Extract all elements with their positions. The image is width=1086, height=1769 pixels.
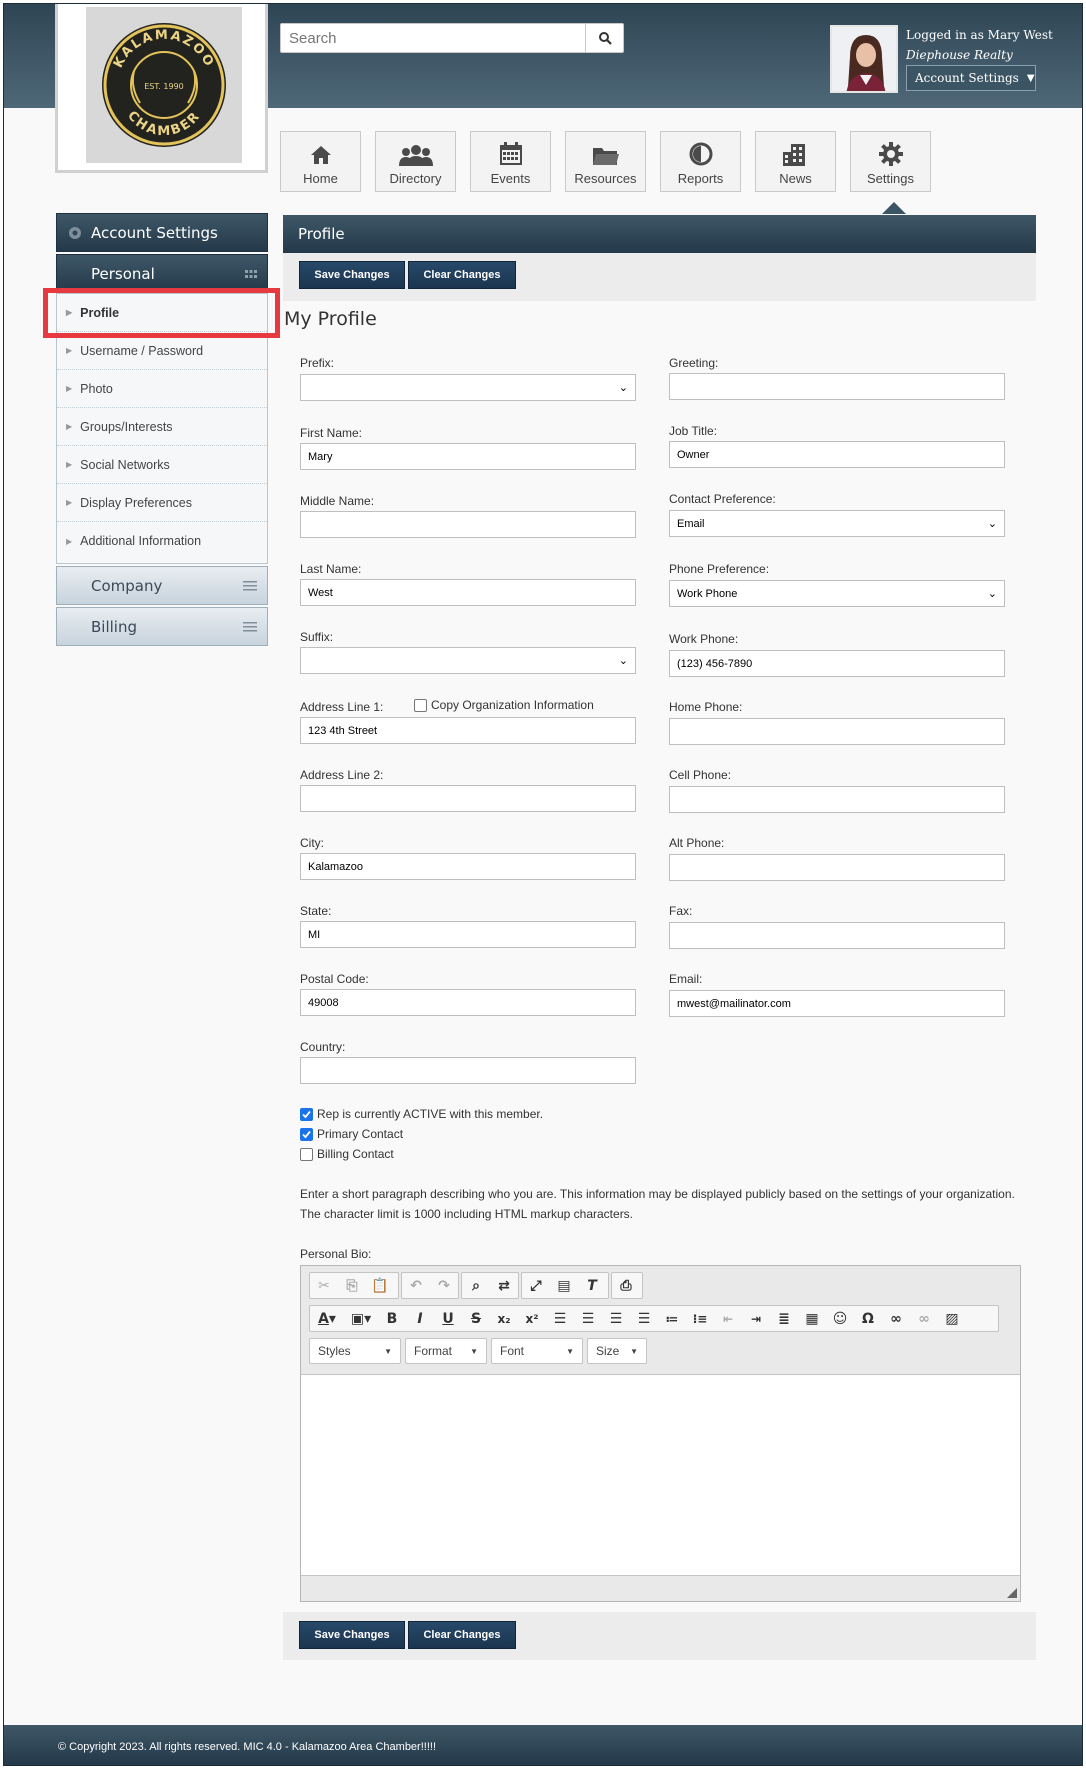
last-name-field[interactable]: West xyxy=(300,579,636,606)
maximize-icon[interactable]: ⤢ xyxy=(530,1277,542,1294)
nav-label: Events xyxy=(490,171,531,186)
search-button[interactable] xyxy=(585,24,623,52)
state-label: State: xyxy=(300,904,332,918)
find-group xyxy=(461,1272,519,1299)
text-color-icon[interactable]: A ▾ xyxy=(318,1310,336,1327)
home-icon xyxy=(309,144,333,166)
folder-icon xyxy=(593,146,619,166)
sidebar-item-label: Display Preferences xyxy=(80,495,193,510)
section-label: Personal xyxy=(91,265,155,283)
superscript-icon[interactable]: x² xyxy=(525,1311,539,1326)
primary-contact-checkbox[interactable] xyxy=(300,1127,403,1141)
sidebar-title: Account Settings xyxy=(91,224,218,242)
copy-icon[interactable]: ⎘ xyxy=(346,1277,358,1294)
directory-icon xyxy=(399,144,433,166)
checkbox-icon xyxy=(300,1148,313,1161)
work-phone-field[interactable]: (123) 456-7890 xyxy=(669,650,1005,677)
bio-editor xyxy=(300,1265,1021,1602)
billing-contact-checkbox[interactable] xyxy=(300,1147,394,1161)
address1-label: Address Line 1: xyxy=(300,700,384,714)
image-icon[interactable]: ▨ xyxy=(945,1310,959,1327)
search-box xyxy=(280,23,624,53)
search-icon xyxy=(598,31,612,45)
bold-icon[interactable]: B xyxy=(386,1310,398,1327)
first-name-label: First Name: xyxy=(300,426,363,440)
chevron-down-icon: ⌄ xyxy=(987,518,997,530)
city-field[interactable]: Kalamazoo xyxy=(300,853,636,880)
suffix-label: Suffix: xyxy=(300,630,334,644)
fax-field[interactable] xyxy=(669,922,1005,949)
email-label: Email: xyxy=(669,972,703,986)
work-phone-label: Work Phone: xyxy=(669,632,739,646)
nav-label: Home xyxy=(303,171,338,186)
italic-icon[interactable]: I xyxy=(417,1310,423,1327)
pie-chart-icon xyxy=(689,142,713,166)
logo-container xyxy=(55,3,268,173)
sidebar-item-label: Social Networks xyxy=(80,457,170,472)
sidebar-section-billing[interactable] xyxy=(56,607,268,646)
nav-events[interactable] xyxy=(470,131,551,192)
nav-reports[interactable] xyxy=(660,131,741,192)
nav-label: News xyxy=(779,171,812,186)
cut-icon[interactable]: ✂ xyxy=(318,1277,330,1294)
panel-header: Profile xyxy=(283,215,1036,253)
combo-label: Styles xyxy=(318,1344,351,1358)
page-frame xyxy=(3,3,1083,1766)
sidebar-item-display-preferences[interactable] xyxy=(57,484,267,522)
bio-help-text-2: The character limit is 1000 including HTML markup characters. xyxy=(300,1207,634,1221)
print-icon[interactable]: ⎙ xyxy=(620,1277,632,1294)
sidebar-item-label: Profile xyxy=(80,305,120,320)
special-char-icon[interactable]: Ω xyxy=(862,1310,874,1327)
bio-textarea[interactable] xyxy=(301,1374,1020,1576)
subscript-icon[interactable]: x₂ xyxy=(497,1311,511,1326)
bio-help-text-1: Enter a short paragraph describing who you are. This information may be displayed publicly based on the settings of your organization. xyxy=(300,1187,1015,1201)
align-right-icon[interactable]: ☰ xyxy=(609,1310,623,1327)
search-input[interactable] xyxy=(281,24,584,52)
city-label: City: xyxy=(300,836,324,850)
user-photo-icon xyxy=(832,27,898,93)
nav-label: Resources xyxy=(574,171,637,186)
greeting-field[interactable] xyxy=(669,373,1005,400)
copy-org-label: Copy Organization Information xyxy=(431,698,594,712)
arrow-right-icon: ▶ xyxy=(66,346,73,355)
phone-pref-label: Phone Preference: xyxy=(669,562,770,576)
chamber-logo[interactable] xyxy=(86,7,242,163)
sidebar-item-additional-information[interactable] xyxy=(57,522,267,560)
checkbox-label: Rep is currently ACTIVE with this member. xyxy=(317,1107,544,1121)
svg-text:CHAMBER: CHAMBER xyxy=(124,108,204,140)
remove-format-icon[interactable]: T xyxy=(587,1277,597,1294)
address1-field[interactable]: 123 4th Street xyxy=(300,717,636,744)
show-blocks-icon[interactable]: ▤ xyxy=(557,1277,571,1294)
alt-phone-field[interactable] xyxy=(669,854,1005,881)
nav-label: Settings xyxy=(867,171,914,186)
dropdown-caret-icon: ▼ xyxy=(630,1346,638,1356)
prefix-select[interactable] xyxy=(300,374,636,401)
save-button-top[interactable]: Save Changes xyxy=(299,261,405,289)
format-combo[interactable] xyxy=(405,1338,487,1364)
horizontal-rule-icon[interactable]: ≣ xyxy=(778,1310,790,1327)
strikethrough-icon[interactable]: S xyxy=(470,1310,482,1327)
bullet-list-icon[interactable]: ⁝≡ xyxy=(692,1311,708,1326)
logged-in-text: Logged in as Mary West xyxy=(906,28,1053,42)
checkbox-checked-icon xyxy=(300,1128,313,1141)
arrow-right-icon: ▶ xyxy=(66,536,73,546)
state-field[interactable]: MI xyxy=(300,921,636,948)
avatar[interactable] xyxy=(830,25,898,93)
clear-button-top[interactable]: Clear Changes xyxy=(408,261,516,289)
chevron-down-icon: ⌄ xyxy=(618,655,628,667)
smiley-icon[interactable]: ☺ xyxy=(832,1310,848,1327)
nav-label: Directory xyxy=(389,171,442,186)
chevron-down-icon: ⌄ xyxy=(987,588,997,600)
footer: © Copyright 2023. All rights reserved. MIC 4.0 - Kalamazoo Area Chamber!!!!! xyxy=(4,1725,1082,1765)
gear-icon xyxy=(879,142,903,166)
dropdown-caret-icon: ▼ xyxy=(1026,72,1035,84)
view-group xyxy=(521,1272,609,1299)
cell-phone-field[interactable] xyxy=(669,786,1005,813)
combo-label: Size xyxy=(596,1344,620,1358)
alt-phone-label: Alt Phone: xyxy=(669,836,725,850)
fax-label: Fax: xyxy=(669,904,693,918)
align-center-icon[interactable]: ☰ xyxy=(581,1310,595,1327)
job-title-field[interactable]: Owner xyxy=(669,441,1005,468)
resize-handle-icon[interactable] xyxy=(1007,1588,1017,1598)
active-rep-checkbox[interactable] xyxy=(300,1107,543,1121)
combo-label: Format xyxy=(414,1344,453,1358)
company-name: Diephouse Realty xyxy=(906,48,1013,62)
redo-icon[interactable]: ↷ xyxy=(438,1277,450,1294)
checkbox-icon xyxy=(414,699,427,712)
sidebar-item-label: Username / Password xyxy=(80,343,204,358)
arrow-right-icon: ▶ xyxy=(66,498,73,507)
link-icon[interactable]: ∞ xyxy=(890,1310,902,1327)
checkbox-checked-icon xyxy=(300,1108,313,1121)
account-settings-button[interactable] xyxy=(906,65,1036,91)
nav-news[interactable] xyxy=(755,131,836,192)
nav-home[interactable] xyxy=(280,131,361,192)
first-name-field[interactable]: Mary xyxy=(300,443,636,470)
greeting-label: Greeting: xyxy=(669,356,719,370)
unlink-icon[interactable]: ∞ xyxy=(918,1310,930,1327)
home-phone-label: Home Phone: xyxy=(669,700,743,714)
address2-label: Address Line 2: xyxy=(300,768,384,782)
postal-field[interactable]: 49008 xyxy=(300,989,636,1016)
address2-field[interactable] xyxy=(300,785,636,812)
calendar-icon xyxy=(499,142,523,166)
contact-pref-value: Email xyxy=(677,517,705,530)
svg-text:EST. 1990: EST. 1990 xyxy=(144,82,184,91)
outdent-icon[interactable]: ⇤ xyxy=(722,1311,734,1326)
checkbox-label: Primary Contact xyxy=(317,1127,404,1141)
form-title: My Profile xyxy=(284,308,377,330)
dropdown-caret-icon: ▼ xyxy=(566,1346,574,1356)
font-combo[interactable] xyxy=(491,1338,583,1364)
suffix-select[interactable] xyxy=(300,647,636,674)
sidebar-item-photo[interactable] xyxy=(57,370,267,408)
postal-label: Postal Code: xyxy=(300,972,369,986)
clear-button-bottom[interactable]: Clear Changes xyxy=(408,1621,516,1649)
checkbox-label: Billing Contact xyxy=(317,1147,394,1161)
find-icon[interactable]: ⌕ xyxy=(472,1277,480,1294)
nav-label: Reports xyxy=(677,171,724,186)
save-button-bottom[interactable]: Save Changes xyxy=(299,1621,405,1649)
dropdown-caret-icon: ▼ xyxy=(470,1346,478,1356)
size-combo[interactable] xyxy=(587,1338,647,1364)
menu-icon xyxy=(243,581,257,591)
styles-combo[interactable] xyxy=(309,1338,401,1364)
building-icon xyxy=(783,144,809,166)
combo-label: Font xyxy=(500,1344,525,1358)
sidebar-item-social-networks[interactable] xyxy=(57,446,267,484)
table-icon[interactable]: ▦ xyxy=(805,1310,819,1327)
underline-icon[interactable]: U xyxy=(442,1310,454,1327)
country-field[interactable] xyxy=(300,1057,636,1084)
home-phone-field[interactable] xyxy=(669,718,1005,745)
phone-pref-select[interactable] xyxy=(669,580,1005,607)
logo-background xyxy=(86,7,242,163)
last-name-label: Last Name: xyxy=(300,562,362,576)
active-tab-pointer xyxy=(882,202,906,214)
middle-name-label: Middle Name: xyxy=(300,494,375,508)
prefix-label: Prefix: xyxy=(300,356,335,370)
cell-phone-label: Cell Phone: xyxy=(669,768,732,782)
undo-icon[interactable]: ↶ xyxy=(410,1277,422,1294)
contact-pref-label: Contact Preference: xyxy=(669,492,776,506)
bg-color-icon[interactable]: ▣▾ xyxy=(350,1310,372,1327)
clipboard-group xyxy=(309,1272,399,1299)
bio-label: Personal Bio: xyxy=(300,1247,372,1261)
grid-icon xyxy=(245,270,257,278)
sidebar-item-label: Photo xyxy=(80,381,113,396)
contact-pref-select[interactable] xyxy=(669,510,1005,537)
dropdown-caret-icon: ▼ xyxy=(384,1346,392,1356)
justify-icon[interactable]: ☰ xyxy=(637,1310,651,1327)
sidebar-item-label: Groups/Interests xyxy=(80,419,173,434)
section-label: Billing xyxy=(91,618,137,636)
indent-icon[interactable]: ⇥ xyxy=(750,1311,762,1326)
print-group xyxy=(611,1272,643,1299)
phone-pref-value: Work Phone xyxy=(677,587,738,600)
sidebar-header[interactable] xyxy=(56,213,268,252)
format-toolbar xyxy=(309,1305,999,1332)
account-settings-label: Account Settings xyxy=(915,71,1019,85)
chevron-down-icon: ⌄ xyxy=(618,382,628,394)
arrow-right-icon: ▶ xyxy=(66,308,73,317)
nav-settings[interactable] xyxy=(850,131,931,192)
gear-icon xyxy=(68,226,82,240)
arrow-right-icon: ▶ xyxy=(66,460,73,469)
country-label: Country: xyxy=(300,1040,346,1054)
copy-org-checkbox[interactable] xyxy=(414,698,594,712)
numbered-list-icon[interactable]: ≔ xyxy=(665,1311,679,1326)
middle-name-field[interactable] xyxy=(300,511,636,538)
sidebar-item-label: Additional Information xyxy=(80,534,202,548)
undo-group xyxy=(401,1272,459,1299)
section-label: Company xyxy=(91,577,163,595)
paste-icon[interactable]: 📋 xyxy=(371,1277,389,1294)
nav-directory[interactable] xyxy=(375,131,456,192)
job-title-label: Job Title: xyxy=(669,424,718,438)
email-field[interactable]: mwest@mailinator.com xyxy=(669,990,1005,1017)
svg-text:KALAMAZOO: KALAMAZOO xyxy=(110,27,218,71)
replace-icon[interactable]: ⇄ xyxy=(498,1277,510,1294)
sidebar-item-groups-interests[interactable] xyxy=(57,408,267,446)
align-left-icon[interactable]: ☰ xyxy=(553,1310,567,1327)
arrow-right-icon: ▶ xyxy=(66,422,73,431)
highlight-box xyxy=(43,288,280,338)
nav-resources[interactable] xyxy=(565,131,646,192)
arrow-right-icon: ▶ xyxy=(66,384,73,393)
sidebar-section-company[interactable] xyxy=(56,566,268,605)
menu-icon xyxy=(243,622,257,632)
